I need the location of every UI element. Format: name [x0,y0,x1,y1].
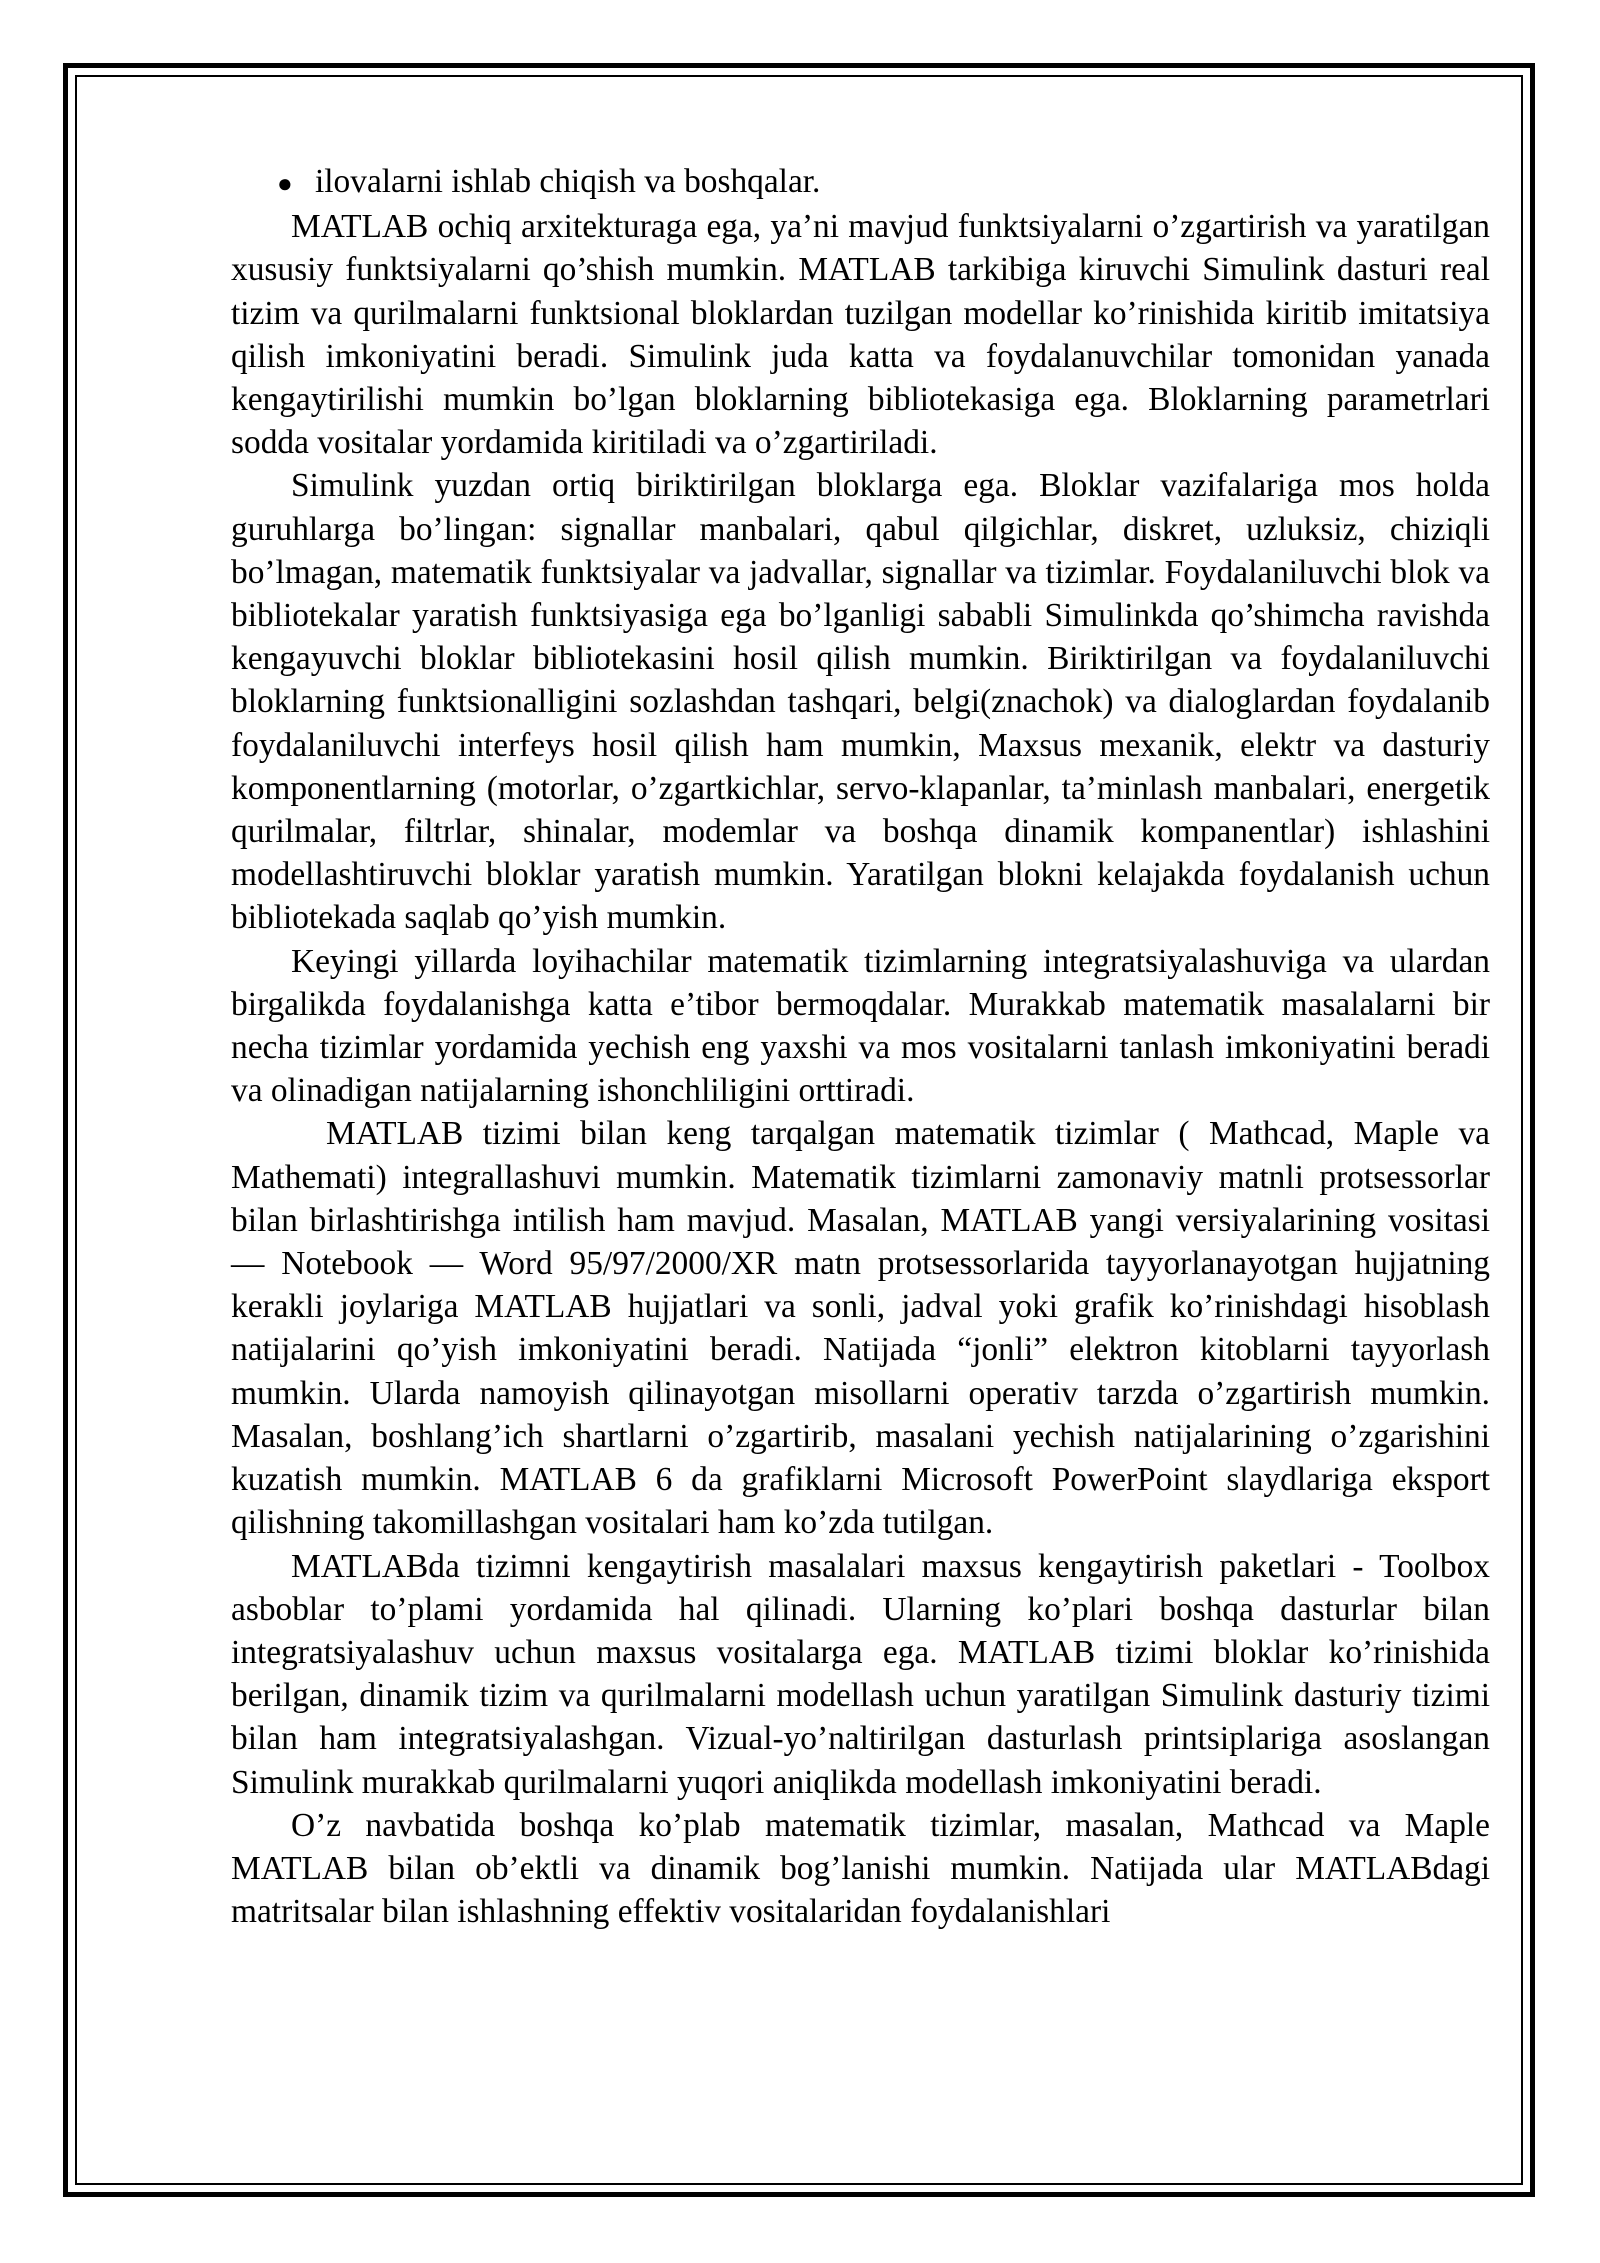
bullet-text: ilovalarni ishlab chiqish va boshqalar. [315,163,821,200]
paragraph-1: MATLAB ochiq arxitekturaga ega, ya’ni mavjud funktsiyalarni o’zgartirish va yaratilgan xususiy funktsiyalarni qo’shish mumkin. MATLAB tarkibiga kiruvchi Simulink dasturi real tizim va qurilmalarni funktsional bloklardan tuzilgan modellar ko’rinishida kiritib imitatsiya qilish imkoniyatini beradi. Simulink juda katta va foydalanuvchilar tomonidan yanada kengaytirilishi mumkin bo’lgan bloklarning bibliotekasiga ega. Bloklarning parametrlari sodda vositalar yordamida kiritiladi va o’zgartiriladi. [231,208,1490,462]
paragraph-5: MATLABda tizimni kengaytirish masalalari maxsus kengaytirish paketlari - Toolbox asboblar to’plami yordamida hal qilinadi. Ularning ko’plari boshqa dasturlar bilan integratsiyalashuv uchun maxsus vositalarga ega. MATLAB tizimi bloklar ko’rinishida berilgan, dinamik tizim va qurilmalarni modellash uchun yaratilgan Simulink dasturiy tizimi bilan ham integratsiyalashgan. Vizual-yo’naltirilgan dasturlash printsiplariga asoslangan Simulink murakkab qurilmalarni yuqori aniqlikda modellash imkoniyatini beradi. [231,1547,1490,1801]
document-body [231,160,1490,1933]
paragraph-2: Simulink yuzdan ortiq biriktirilgan bloklarga ega. Bloklar vazifalariga mos holda guruhlarga bo’lingan: signallar manbalari, qabul qilgichlar, diskret, uzluksiz, chiziqli bo’lmagan, matematik funktsiyalar va jadvallar, signallar va tizimlar. Foydalaniluvchi blok va bibliotekalar yaratish funktsiyasiga ega bo’lganligi sababli Simulinkda qo’shimcha ravishda kengayuvchi bloklar bibliotekasini hosil qilish mumkin. Biriktirilgan va foydalaniluvchi bloklarning funktsionalligini sozlashdan tashqari, belgi(znachok) va dialoglardan foydalanib foydalaniluvchi interfeys hosil qilish ham mumkin, Maxsus mexanik, elektr va dasturiy komponentlarning (motorlar, o’zgartkichlar, servo-klapanlar, ta’minlash manbalari, energetik qurilmalar, filtrlar, shinalar, modemlar va boshqa dinamik kompanentlar) ishlashini modellashtiruvchi bloklar yaratish mumkin. Yaratilgan blokni kelajakda foydalanish uchun bibliotekada saqlab qo’yish mumkin. [231,467,1490,937]
bullet-icon: ● [277,169,293,198]
bullet-item [231,160,1490,205]
paragraph-3: Keyingi yillarda loyihachilar matematik tizimlarning integratsiyalashuviga va ulardan birgalikda foydalanishga katta e’tibor bermoqdalar. Murakkab matematik masalalarni bir necha tizimlar yordamida yechish eng yaxshi va mos vositalarni tanlash imkoniyatini beradi va olinadigan natijalarning ishonchliligini orttiradi. [231,942,1490,1110]
paragraph-6: O’z navbatida boshqa ko’plab matematik tizimlar, masalan, Mathcad va Maple MATLAB bilan ob’ektli va dinamik bog’lanishi mumkin. Natijada ular MATLABdagi matritsalar bilan ishlashning effektiv vositalaridan foydalanishlari [231,1806,1490,1931]
paragraph-4: MATLAB tizimi bilan keng tarqalgan matematik tizimlar ( Mathcad, Maple va Mathemati) integrallashuvi mumkin. Matematik tizimlarni zamonaviy matnli protsessorlar bilan birlashtirishga intilish ham mavjud. Masalan, MATLAB yangi versiyalarining vositasi — Notebook — Word 95/97/2000/XR matn protsessorlarida tayyorlanayotgan hujjatning kerakli joylariga MATLAB hujjatlari va sonli, jadval yoki grafik ko’rinishdagi hisoblash natijalarini qo’yish imkoniyatini beradi. Natijada “jonli” elektron kitoblarni tayyorlash mumkin. Ularda namoyish qilinayotgan misollarni operativ tarzda o’zgartirish mumkin. Masalan, boshlang’ich shartlarni o’zgartirib, masalani yechish natijalarining o’zgarishini kuzatish mumkin. MATLAB 6 da grafiklarni Microsoft PowerPoint slaydlariga eksport qilishning takomillashgan vositalari ham ko’zda tutilgan. [231,1115,1490,1542]
